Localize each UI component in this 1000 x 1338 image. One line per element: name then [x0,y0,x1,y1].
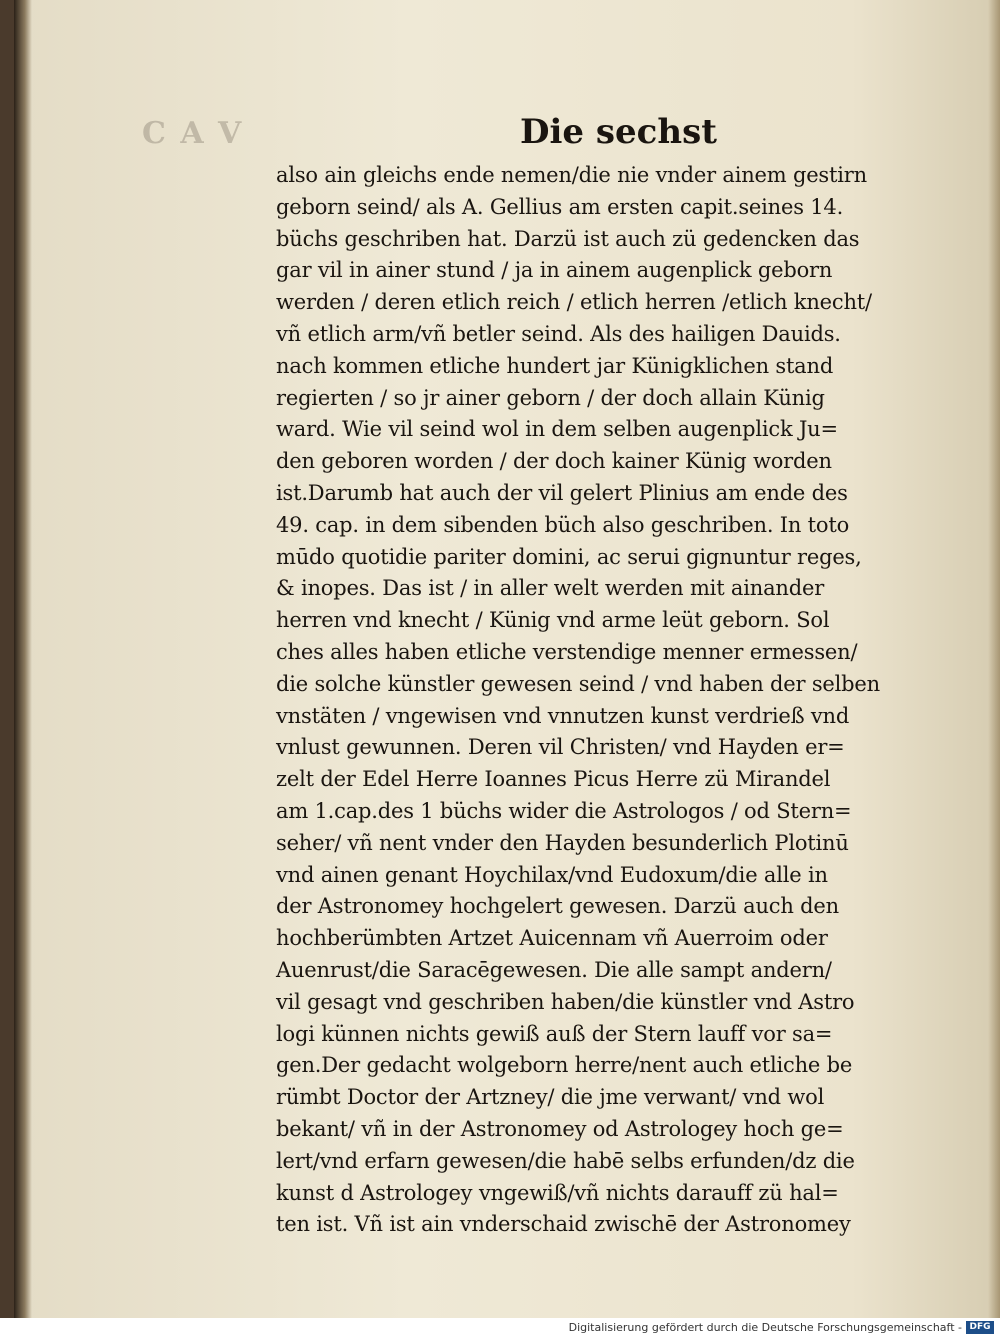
text-line: & inopes. Das ist / in aller welt werden mit ainander [276,576,825,601]
text-line: rümbt Doctor der Artzney/ die jme verwant/ vnd wol [276,1085,825,1110]
footer-bar [0,1318,1000,1338]
running-header: Die sechst [520,112,717,152]
text-line: also ain gleichs ende nemen/die nie vnder ainem gestirn [276,163,867,187]
text-line: vnstäten / vngewisen vnd vnnutzen kunst verdrieß vnd [276,703,850,728]
text-line: lert/vnd erfarn gewesen/die habē selbs erfunden/dz die [276,1148,855,1173]
funding-note: Digitalisierung gefördert durch die Deutsche Forschungsgemeinschaft - [568,1321,962,1334]
text-line: vñ etlich arm/vñ betler seind. Als des hailigen Dauids. [276,321,841,346]
text-line: büchs geschriben hat. Darzü ist auch zü gedencken das [276,226,860,251]
dfg-logo: DFG [966,1321,994,1334]
text-line: ist.Darumb hat auch der vil gelert Plinius am ende des [276,480,848,505]
text-line: Auenrust/die Saracēgewesen. Die alle sampt andern/ [276,957,832,982]
text-line: ward. Wie vil seind wol in dem selben augenplick Ju= [276,417,838,442]
text-line: vil gesagt vnd geschriben haben/die künstler vnd Astro [276,989,855,1014]
text-line: ches alles haben etliche verstendige menner ermessen/ [276,639,858,664]
text-line: regierten / so jr ainer geborn / der doch allain Künig [276,385,825,410]
text-line: bekant/ vñ in der Astronomey od Astrologey hoch ge= [276,1116,844,1141]
text-line: logi künnen nichts gewiß auß der Stern lauff vor sa= [276,1021,833,1046]
text-line: werden / deren etlich reich / etlich herren /etlich knecht/ [276,290,872,315]
text-line: kunst d Astrologey vngewiß/vñ nichts darauff zü hal= [276,1180,839,1205]
body-text [276,160,956,1241]
text-line: gar vil in ainer stund / ja in ainem augenplick geborn [276,258,833,283]
text-line: zelt der Edel Herre Ioannes Picus Herre zü Mirandel [276,767,831,792]
text-line: seher/ vñ nent vnder den Hayden besunderlich Plotinū [276,830,849,855]
text-line: geborn seind/ als A. Gellius am ersten capit.seines 14. [276,194,844,219]
text-line: herren vnd knecht / Künig vnd arme leüt geborn. Sol [276,608,830,633]
text-line: den geboren worden / der doch kainer Künig worden [276,449,832,474]
bleed-through-text: C A V [142,116,244,151]
text-line: die solche künstler gewesen seind / vnd haben der selben [276,671,880,696]
text-line: hochberümbten Artzet Auicennam vñ Auerroim oder [276,926,828,951]
text-line: vnlust gewunnen. Deren vil Christen/ vnd Hayden er= [276,735,845,760]
text-line: vnd ainen genant Hoychilax/vnd Eudoxum/die alle in [276,862,828,887]
text-line: 49. cap. in dem sibenden büch also geschriben. In toto [276,512,850,537]
text-line: gen.Der gedacht wolgeborn herre/nent auch etliche be [276,1053,853,1078]
text-line: mūdo quotidie pariter domini, ac serui gignuntur reges, [276,544,862,569]
text-line: ten ist. Vñ ist ain vnderschaid zwischē der Astronomey [276,1212,851,1237]
text-line: am 1.cap.des 1 büchs wider die Astrologos / od Stern= [276,798,852,823]
text-line: der Astronomey hochgelert gewesen. Darzü auch den [276,894,839,919]
book-page [14,0,1000,1318]
text-line: nach kommen etliche hundert jar Künigklichen stand [276,353,834,378]
